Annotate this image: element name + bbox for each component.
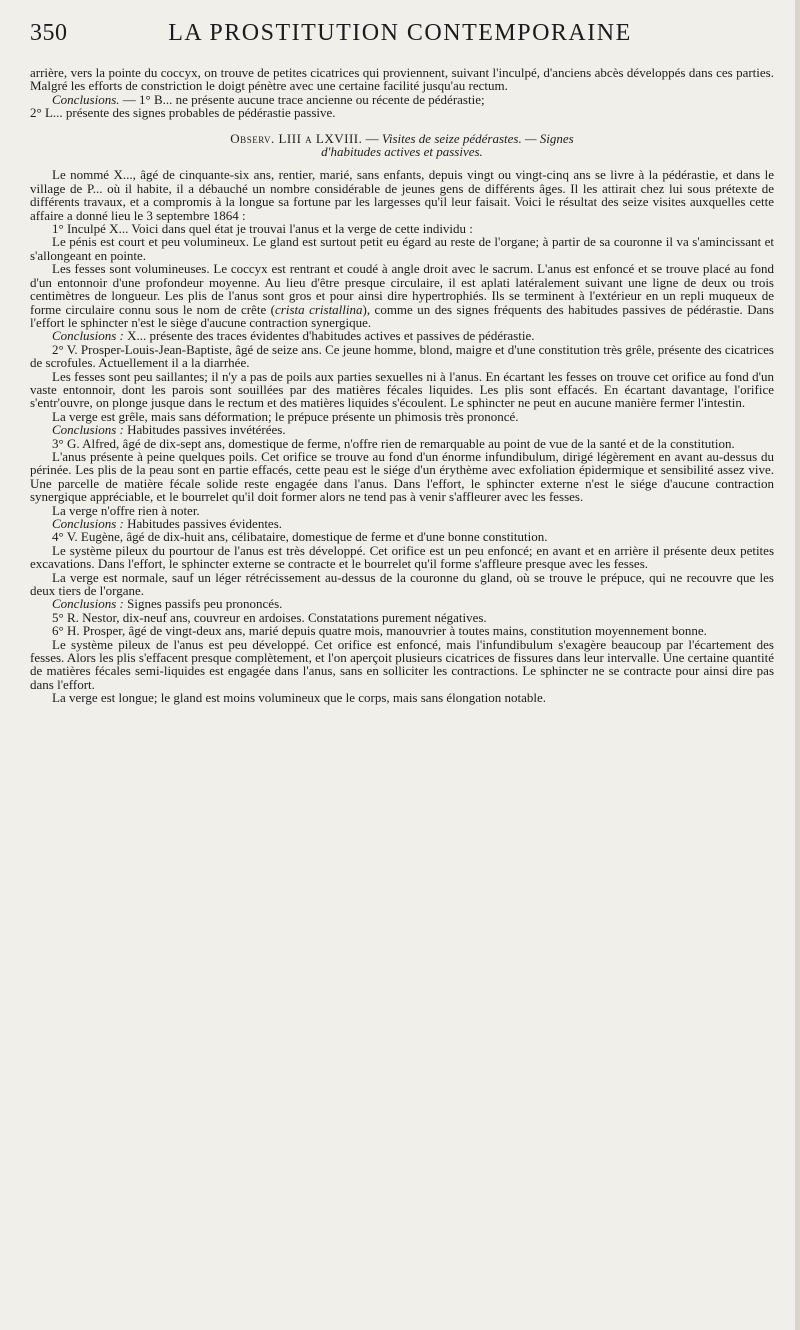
intro-paragraph: arrière, vers la pointe du coccyx, on trouve de petites cicatrices qui proviennent, suivant l'inculpé, d'anciens abcès développés dans ces parties. Malgré les efforts de constriction le doigt pénètre avec une certaine facilité jusqu'au rectum. bbox=[30, 65, 774, 94]
page-number: 350 bbox=[30, 20, 68, 46]
conclusions bbox=[30, 423, 774, 436]
page-body bbox=[30, 66, 774, 705]
page-header bbox=[0, 14, 800, 54]
conclusions-text: Signes passifs peu prononcés. bbox=[123, 596, 283, 612]
paragraph-text: Les fesses sont volumineuses. Le coccyx est rentrant et coudé à angle droit avec le sacrum. L'anus est enfoncé et se trouve placé au fond d'un entonnoir d'une profondeur moyenne. Au lieu d'être presque circulaire, il est aplati latéralement suivant une ligne de deux ou trois centimètres de longueur. Les plis de l'anus sont gros et pour ainsi dire hypertrophiés. Ils se terminent à l'extérieur en un repli muqueux de forme circulaire connu sous le nom de crête ( bbox=[30, 261, 774, 317]
paragraph-text: ), comme un des signes fréquents des habitudes passives de pédérastie. Dans l'effort le sphincter n'est le siège d'aucune contraction synergique. bbox=[30, 301, 774, 330]
conclusions-label: Conclusions : bbox=[52, 422, 124, 438]
latin-term: crista cristallina bbox=[275, 301, 363, 317]
conclusions-text: X... présente des traces évidentes d'habitudes actives et passives de pédérastie. bbox=[123, 328, 535, 344]
paragraph: 5° R. Nestor, dix-neuf ans, couvreur en ardoises. Constatations purement négatives. bbox=[52, 609, 487, 625]
paragraph: Les fesses sont peu saillantes; il n'y a pas de poils aux parties sexuelles ni à l'anus. En écartant les fesses on trouve cet orifice au fond d'un vaste entonnoir, dont les parois sont souillées par des matières fécales liquides. Les plis sont effacés. En écartant davantage, l'orifice s'entr'ouvre, on plonge jusque dans le rectum et des matières liquides s'écoulent. Le sphincter ne peut en aucune manière fermer l'intestin. bbox=[30, 368, 774, 411]
paragraph: La verge n'offre rien à noter. bbox=[52, 502, 200, 518]
paragraph: La verge est grêle, mais sans déformation; le prépuce présente un phimosis très prononcé. bbox=[52, 408, 519, 424]
intro-conclusions bbox=[30, 93, 774, 106]
observation-title-2: d'habitudes actives et passives. bbox=[321, 144, 483, 160]
paragraph: La verge est longue; le gland est moins volumineux que le corps, mais sans élongation notable. bbox=[52, 690, 547, 706]
paragraph: 3° G. Alfred, âgé de dix-sept ans, domestique de ferme, n'offre rien de remarquable au point de vue de la santé et de la constitution. bbox=[52, 435, 735, 451]
conclusions-label: Conclusions : bbox=[52, 596, 124, 612]
paragraph: 4° V. Eugène, âgé de dix-huit ans, célibataire, domestique de ferme et d'une bonne constitution. bbox=[52, 529, 548, 545]
page-edge bbox=[795, 0, 800, 1330]
conclusions-label: Conclusions : bbox=[52, 516, 124, 531]
conclusions-text: — 1° B... ne présente aucune trace ancienne ou récente de pédérastie; bbox=[119, 91, 485, 107]
conclusions-label: Conclusions : bbox=[52, 328, 124, 344]
paragraph: Le pénis est court et peu volumineux. Le gland est surtout petit eu égard au reste de l'organe; à partir de sa couronne il va s'amincissant et s'allongeant en pointe. bbox=[30, 234, 774, 263]
paragraph: 2° V. Prosper-Louis-Jean-Baptiste, âgé de seize ans. Ce jeune homme, blond, maigre et d'une constitution très grêle, présente des cicatrices de scrofules. Actuellement il a la diarrhée. bbox=[30, 341, 774, 371]
paragraph: L'anus présente à peine quelques poils. Cet orifice se trouve au fond d'un énorme infundibulum, dirigé légèrement en avant au-dessus du périnée. Les plis de la peau sont en partie effacés, cette peau est le siége d'un érythème avec exfoliation épidermique et sensibilité assez vive. Une parcelle de matière fécale solide reste engagée dans l'anus. Dans l'effort, le sphincter externe n'est le siége d'aucune contraction synergique appréciable, et le bourrelet qu'il doit former alors ne tend pas à venir s'affleurer avec les fesses. bbox=[30, 448, 774, 505]
paragraph: Le système pileux de l'anus est peu développé. Cet orifice est enfoncé, mais l'infundibulum s'exagère beaucoup par l'écartement des fesses. Alors les plis s'effacent presque complètement, et l'on aperçoit plusieurs cicatrices de fissures dans leur intervalle. Une certaine quantité de matières fécales semi-liquides est engagée dans l'anus, sans en solliciter les contractions. Le sphincter ne se contracte pour ainsi dire pas dans l'effort. bbox=[30, 636, 774, 692]
intro-conclusions-2: 2° L... présente des signes probables de pédérastie passive. bbox=[30, 105, 336, 121]
paragraph bbox=[30, 262, 774, 329]
conclusions-text: Habitudes passives évidentes. bbox=[123, 516, 283, 531]
conclusions bbox=[30, 329, 774, 342]
conclusions-label: Conclusions. bbox=[52, 91, 120, 107]
conclusions bbox=[30, 597, 774, 610]
observation-title: Visites de seize pédérastes. — Signes bbox=[381, 130, 574, 146]
conclusions bbox=[30, 517, 774, 530]
paragraph: La verge est normale, sauf un léger rétrécissement au-dessus de la couronne du gland, où se trouve le prépuce, qui ne recouvre que les deux tiers de l'organe. bbox=[30, 569, 774, 599]
paragraph: Le système pileux du pourtour de l'anus est très développé. Cet orifice est un peu enfoncé; en avant et en arrière il présente deux petites excavations. Dans l'effort, le sphincter externe se contracte et le bourrelet qu'il forme s'affleure presque avec les fesses. bbox=[30, 542, 774, 572]
paragraph: Le nommé X..., âgé de cinquante-six ans, rentier, marié, sans enfants, depuis vingt ou vingt-cinq ans se livre à la pédérastie, et dans le village de P... où il habite, il a débauché un nombre considérable de jeunes gens de différents âges. Il les attirait chez lui sous prétexte de différents travaux, et a compromis à la longue sa fortune par les largesses qu'il leur faisait. Voici le résultat des seize visites auxquelles cette affaire a donné lieu le 3 septembre 1864 : bbox=[30, 167, 774, 223]
paragraph: 1° Inculpé X... Voici dans quel état je trouvai l'anus et la verge de cette individu : bbox=[52, 221, 473, 237]
running-title: LA PROSTITUTION CONTEMPORAINE bbox=[168, 20, 632, 46]
observation-heading: Observ. LIII a LXVIII. — Visites de seize pédérastes. — Signes d'habitudes actives et passives. bbox=[230, 130, 574, 160]
conclusions-text: Habitudes passives invétérées. bbox=[123, 422, 286, 438]
paragraph: 6° H. Prosper, âgé de vingt-deux ans, marié depuis quatre mois, manouvrier à toutes mains, constitution moyennement bonne. bbox=[52, 623, 707, 639]
observation-prefix: Observ. LIII a LXVIII. bbox=[230, 130, 363, 146]
